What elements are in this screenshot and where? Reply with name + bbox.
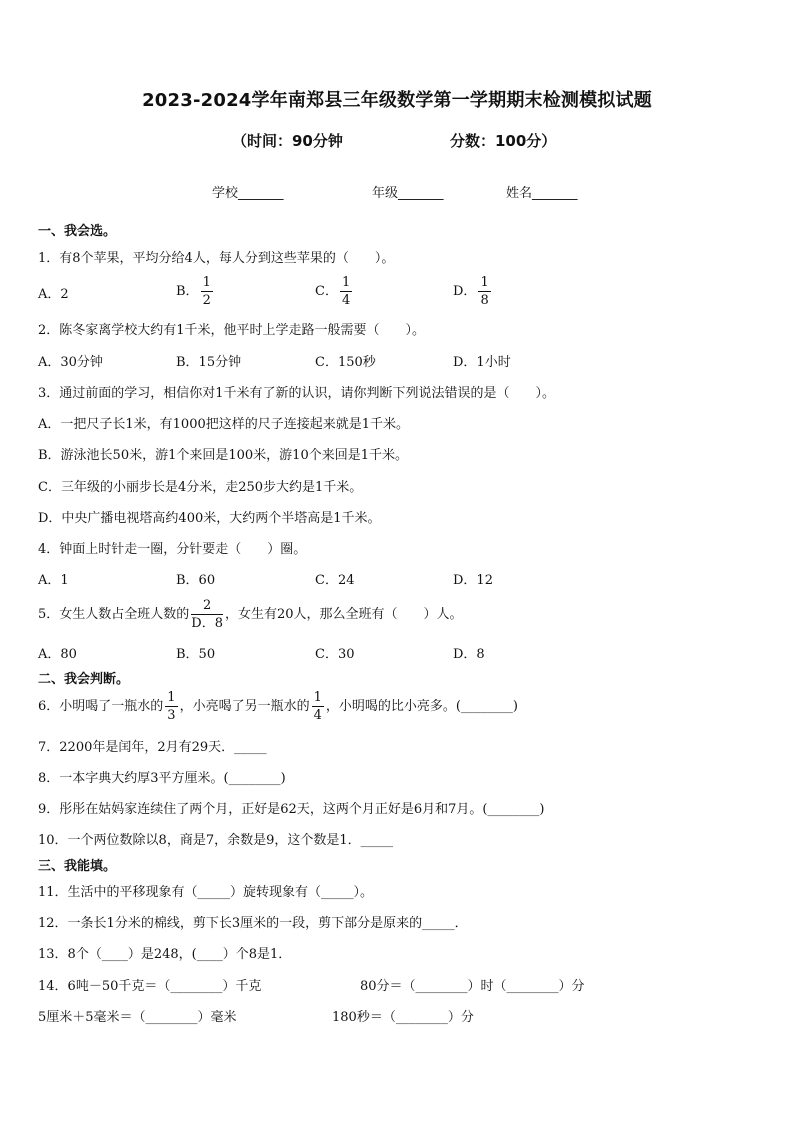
fraction (312, 691, 324, 722)
q6-text-middle: ，小亮喝了另一瓶水的 (179, 699, 310, 714)
fraction-numerator: 1 (167, 690, 176, 705)
fraction-denominator: 2 (202, 293, 211, 308)
question-14-part-d: 180秒＝（________）分 (332, 1010, 474, 1025)
fraction-numerator: 2 (191, 599, 223, 615)
question-6 (38, 691, 518, 722)
q1-option-d-label: D． (453, 284, 477, 299)
section-heading-fill: 三、我能填。 (38, 859, 117, 874)
q3-option-b: B．游泳池长50米，游1个来回是100米，游10个来回是1千米。 (38, 448, 408, 463)
q5-option-a: A．80 (38, 647, 77, 662)
grade-field: 年级_______ (372, 186, 444, 201)
fraction-denominator: 4 (313, 708, 322, 723)
question-11: 11．生活中的平移现象有（_____）旋转现象有（_____）。 (38, 885, 374, 900)
q2-option-d: D．1小时 (453, 355, 511, 370)
fraction-denominator: 8 (480, 293, 489, 308)
q5-text-end: ，女生有20人，那么全班有（ ）人。 (224, 607, 463, 622)
question-13: 13．8个（____）是248，(____）个8是1． (38, 947, 292, 962)
fraction (340, 276, 352, 307)
question-12: 12．一条长1分米的棉线，剪下长3厘米的一段，剪下部分是原来的_____． (38, 916, 468, 931)
question-4: 4．钟面上时针走一圈，分针要走（ ）圈。 (38, 542, 307, 557)
fraction-denominator: 3 (167, 708, 176, 723)
q2-option-a: A．30分钟 (38, 355, 103, 370)
q2-option-c: C．150秒 (315, 355, 376, 370)
fraction-numerator: 1 (341, 275, 351, 290)
page-title: 2023-2024学年南郑县三年级数学第一学期期末检测模拟试题 (142, 90, 652, 111)
fraction-denominator: D．8 (191, 616, 223, 631)
q5-option-c: C．30 (315, 647, 355, 662)
name-field: 姓名_______ (506, 186, 578, 201)
fraction (165, 691, 177, 722)
q4-option-b: B．60 (176, 573, 216, 588)
section-heading-choose: 一、我会选。 (38, 224, 117, 239)
q4-option-a: A．1 (38, 573, 69, 588)
fraction-numerator: 1 (480, 275, 489, 290)
question-5 (38, 599, 463, 630)
fraction (478, 276, 490, 307)
q4-option-c: C．24 (315, 573, 355, 588)
q3-option-c: C．三年级的小丽步长是4分米，走250步大约是1千米。 (38, 480, 363, 495)
question-1: 1．有8个苹果，平均分给4人，每人分到这些苹果的（ ）。 (38, 251, 395, 266)
q3-option-d: D．中央广播电视塔高约400米，大约两个半塔高是1千米。 (38, 511, 381, 526)
fraction-numerator: 1 (202, 275, 211, 290)
question-8: 8．一本字典大约厚3平方厘米。(________) (38, 771, 286, 786)
question-14-part-c: 5厘米＋5毫米＝（________）毫米 (38, 1010, 237, 1025)
question-14-part-b: 80分＝（________）时（________）分 (360, 979, 585, 994)
q1-option-b-label: B． (176, 284, 199, 299)
q5-option-b: B．50 (176, 647, 216, 662)
q1-option-d (453, 276, 493, 307)
fraction-denominator: 4 (341, 293, 351, 308)
q1-option-c-label: C． (315, 284, 338, 299)
question-10: 10．一个两位数除以8，商是7，余数是9，这个数是1．_____ (38, 833, 394, 848)
q1-option-c (315, 276, 354, 307)
q5-text-start: 5．女生人数占全班人数的 (38, 607, 190, 622)
exam-time: （时间：90分钟 (232, 132, 343, 150)
question-2: 2．陈冬家离学校大约有1千米，他平时上学走路一般需要（ ）。 (38, 323, 426, 338)
fraction (191, 599, 223, 630)
q2-option-b: B．15分钟 (176, 355, 242, 370)
q1-option-b (176, 276, 215, 307)
q1-option-a: A．2 (38, 287, 69, 302)
q3-option-a: A．一把尺子长1米，有1000把这样的尺子连接起来就是1千米。 (38, 417, 410, 432)
exam-score: 分数：100分） (450, 132, 557, 150)
fraction-numerator: 1 (313, 690, 322, 705)
q4-option-d: D．12 (453, 573, 493, 588)
question-9: 9．彤彤在姑妈家连续住了两个月，正好是62天，这两个月正好是6月和7月。(________) (38, 802, 545, 817)
q5-option-d: D．8 (453, 647, 485, 662)
section-heading-judge: 二、我会判断。 (38, 672, 130, 687)
question-14-part-a: 14．6吨－50千克＝（________）千克 (38, 979, 262, 994)
fraction (201, 276, 213, 307)
question-3: 3．通过前面的学习，相信你对1千米有了新的认识，请你判断下列说法错误的是（ ）。 (38, 386, 556, 401)
school-field: 学校_______ (212, 186, 284, 201)
q6-text-end: ，小明喝的比小亮多。(________) (325, 699, 519, 714)
question-7: 7．2200年是闰年，2月有29天．_____ (38, 740, 267, 755)
q6-text-start: 6．小明喝了一瓶水的 (38, 699, 164, 714)
